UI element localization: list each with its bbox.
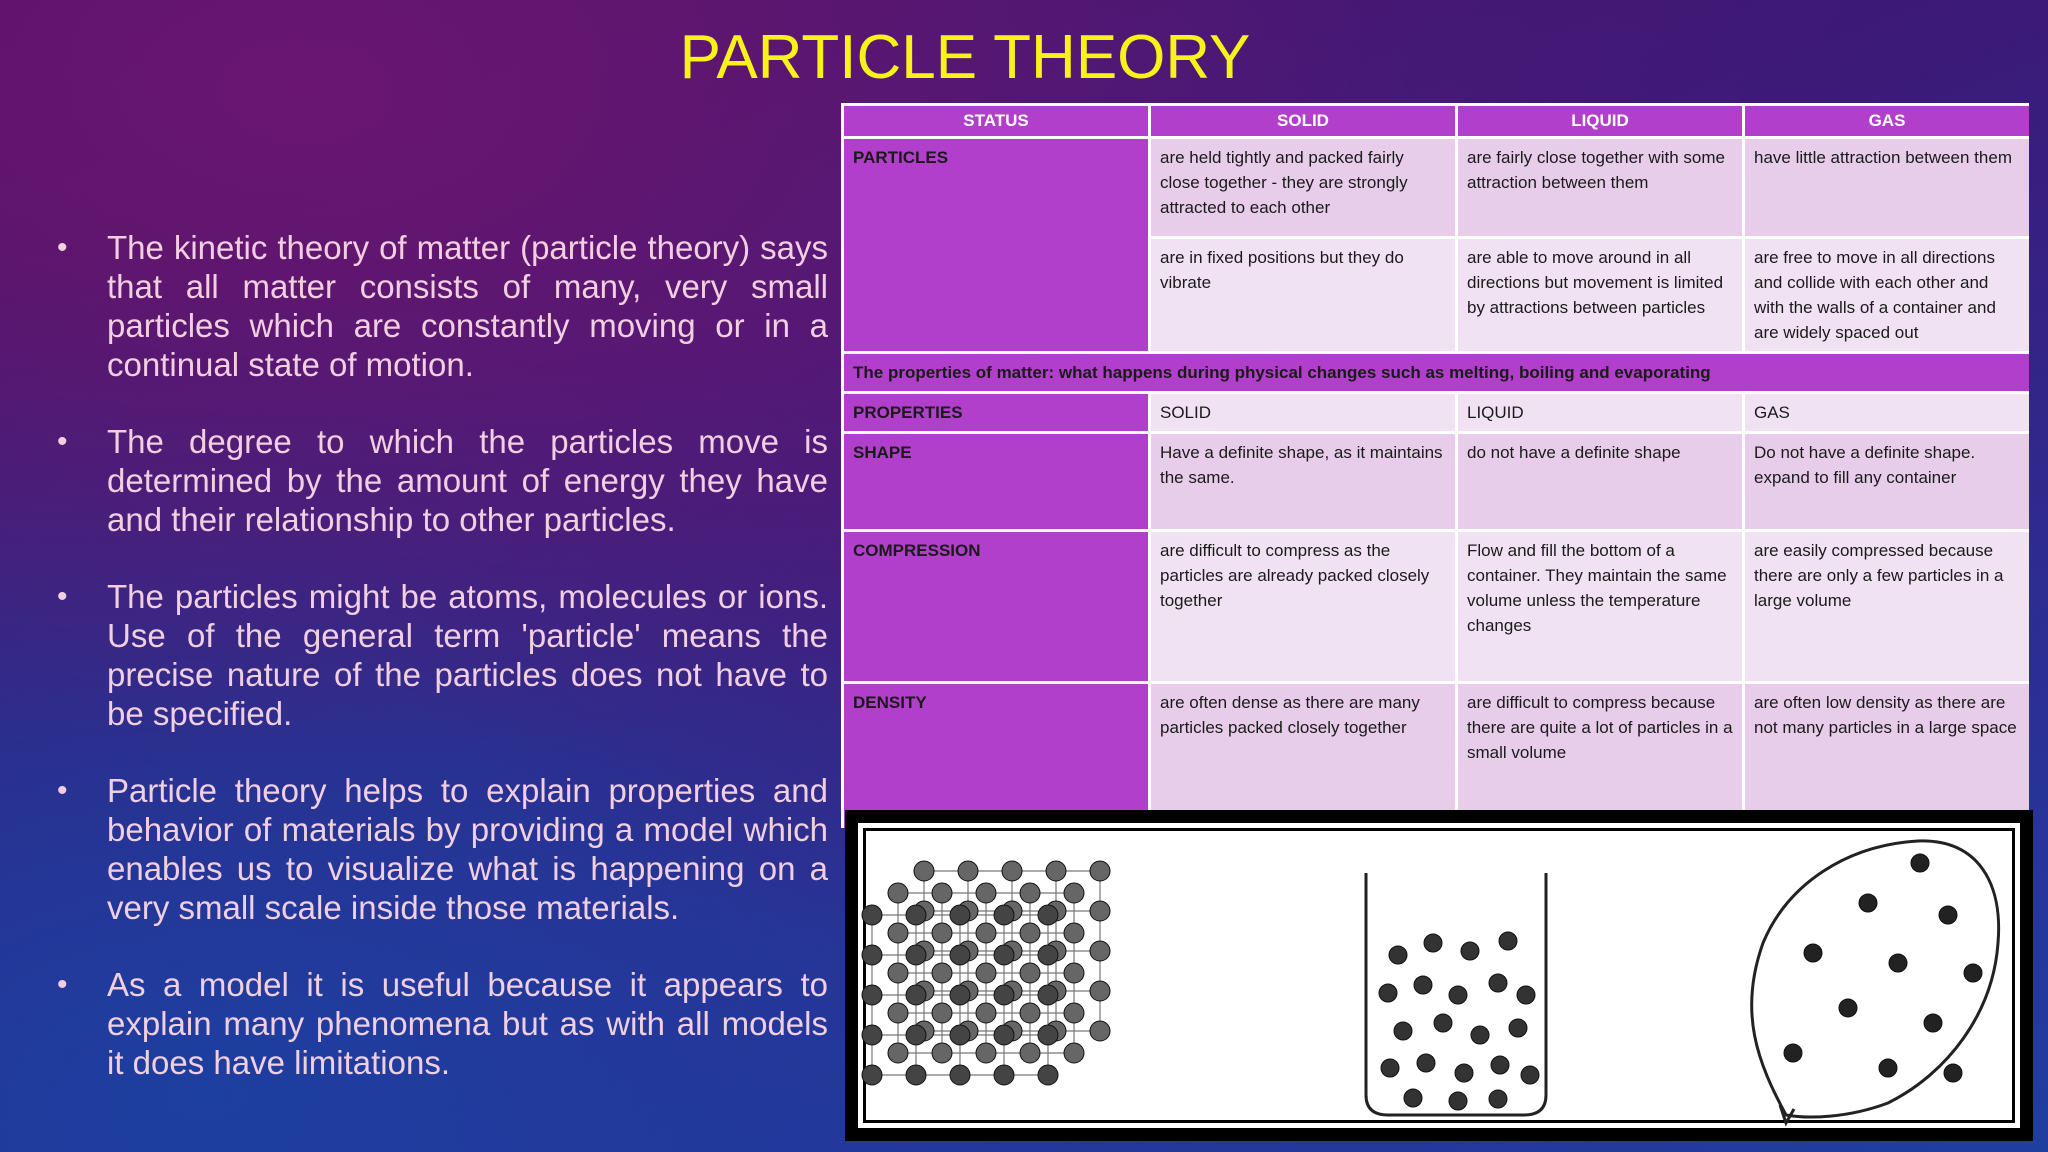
particle-dot [1417, 1054, 1435, 1072]
particle-dot [1924, 1014, 1942, 1032]
particle-dot [994, 1025, 1014, 1045]
particle-dot [950, 945, 970, 965]
particle-dot [914, 861, 934, 881]
particle-dot [1889, 954, 1907, 972]
particle-dot [888, 1043, 908, 1063]
particle-dot [1859, 894, 1877, 912]
particle-dot [1064, 923, 1084, 943]
particle-dot [1517, 986, 1535, 1004]
bullet-text: As a model it is useful because it appears to explain many phenomena but as with all models it does have limitations. [107, 966, 828, 1081]
particle-dot [1455, 1064, 1473, 1082]
particle-dot [1020, 883, 1040, 903]
particle-dot [1471, 1026, 1489, 1044]
table-cell: are held tightly and packed fairly close together - they are strongly attracted to each other [1150, 138, 1457, 238]
particle-dot [862, 1065, 882, 1085]
bullet-item [55, 577, 828, 733]
particle-diagram [858, 823, 2020, 1128]
table-cell: are in fixed positions but they do vibrate [1150, 238, 1457, 353]
particle-dot [906, 905, 926, 925]
particle-dot [994, 985, 1014, 1005]
particle-dot [1090, 861, 1110, 881]
particle-dot [932, 963, 952, 983]
particle-dot [1839, 999, 1857, 1017]
particle-dot [976, 1003, 996, 1023]
particle-dot [1064, 963, 1084, 983]
particle-dot [906, 985, 926, 1005]
particle-dot [1424, 934, 1442, 952]
table-cell: Have a definite shape, as it maintains the same. [1150, 433, 1457, 531]
table-cell: do not have a definite shape [1457, 433, 1744, 531]
header-gas: GAS [1744, 105, 2030, 138]
bullet-item [55, 228, 828, 384]
row-label-properties: PROPERTIES [843, 393, 1150, 433]
liquid-particles [1379, 932, 1539, 1110]
table-cell: have little attraction between them [1744, 138, 2030, 238]
particle-dot [1939, 906, 1957, 924]
particle-illustration-frame [845, 810, 2033, 1141]
particle-dot [862, 1025, 882, 1045]
particle-dot [1489, 974, 1507, 992]
bullet-text: The particles might be atoms, molecules or ions. Use of the general term 'particle' means the precise nature of the particles does not have to be specified. [107, 578, 828, 732]
particle-dot [1379, 984, 1397, 1002]
table-row [843, 138, 2030, 238]
particle-dot [1090, 981, 1110, 1001]
bullet-text: The degree to which the particles move is determined by the amount of energy they have and their relationship to other particles. [107, 423, 828, 538]
table-cell: are difficult to compress because there are quite a lot of particles in a small volume [1457, 683, 1744, 829]
particle-dot [1911, 854, 1929, 872]
table-cell: are able to move around in all directions but movement is limited by attractions between particles [1457, 238, 1744, 353]
particle-dot [1434, 1014, 1452, 1032]
particle-dot [1064, 1003, 1084, 1023]
particle-dot [1389, 946, 1407, 964]
bullet-item [55, 771, 828, 927]
header-status: STATUS [843, 105, 1150, 138]
particle-dot [1020, 1003, 1040, 1023]
particle-illustration [855, 820, 2023, 1131]
particle-dot [932, 923, 952, 943]
particle-dot [1414, 976, 1432, 994]
particle-dot [1020, 1043, 1040, 1063]
header-solid: SOLID [1150, 105, 1457, 138]
particle-dot [994, 1065, 1014, 1085]
particle-dot [932, 1003, 952, 1023]
particle-dot [1064, 1043, 1084, 1063]
particle-dot [1509, 1019, 1527, 1037]
particle-dot [932, 883, 952, 903]
row-label-compression: COMPRESSION [843, 531, 1150, 683]
row-label-density: DENSITY [843, 683, 1150, 829]
particle-dot [1449, 986, 1467, 1004]
states-of-matter-table [841, 103, 2029, 828]
table-cell: Flow and fill the bottom of a container. They maintain the same volume unless the temperature changes [1457, 531, 1744, 683]
particle-dot [1964, 964, 1982, 982]
particle-dot [950, 1065, 970, 1085]
particle-dot [862, 905, 882, 925]
bullet-item [55, 422, 828, 539]
bullet-dot-icon: • [57, 231, 68, 264]
header-liquid: LIQUID [1457, 105, 1744, 138]
table-cell: are often low density as there are not many particles in a large space [1744, 683, 2030, 829]
row-label-particles: PARTICLES [843, 138, 1150, 353]
particle-dot [862, 985, 882, 1005]
particle-dot [1020, 963, 1040, 983]
particle-dot [1404, 1089, 1422, 1107]
particle-dot [1944, 1064, 1962, 1082]
table-cell: are often dense as there are many particles packed closely together [1150, 683, 1457, 829]
particle-dot [1489, 1090, 1507, 1108]
table-cell: are difficult to compress as the particles are already packed closely together [1150, 531, 1457, 683]
particle-dot [950, 905, 970, 925]
particle-dot [906, 1065, 926, 1085]
particle-dot [1038, 905, 1058, 925]
table-cell: LIQUID [1457, 393, 1744, 433]
particle-dot [958, 861, 978, 881]
bullet-list [55, 228, 828, 1120]
particle-dot [1090, 901, 1110, 921]
particle-dot [1461, 942, 1479, 960]
table-cell: SOLID [1150, 393, 1457, 433]
particle-dot [1038, 1025, 1058, 1045]
particle-dot [862, 945, 882, 965]
table-row [843, 531, 2030, 683]
particle-dot [950, 985, 970, 1005]
particle-dot [976, 963, 996, 983]
particle-dot [1449, 1092, 1467, 1110]
particle-dot [1090, 1021, 1110, 1041]
particle-dot [1020, 923, 1040, 943]
bullet-dot-icon: • [57, 774, 68, 807]
particle-dot [1038, 1065, 1058, 1085]
particle-dot [906, 1025, 926, 1045]
particle-dot [1499, 932, 1517, 950]
particle-dot [1002, 861, 1022, 881]
table-cell: Do not have a definite shape. expand to fill any container [1744, 433, 2030, 531]
table-row [843, 683, 2030, 829]
particle-dot [950, 1025, 970, 1045]
particle-dot [1064, 883, 1084, 903]
bullet-dot-icon: • [57, 580, 68, 613]
table-band-row [843, 353, 2030, 393]
particle-dot [976, 923, 996, 943]
row-label-shape: SHAPE [843, 433, 1150, 531]
particle-dot [1491, 1056, 1509, 1074]
bullet-text: Particle theory helps to explain properties and behavior of materials by providing a model which enables us to visualize what is happening on a very small scale inside those materials. [107, 772, 828, 926]
table-cell: GAS [1744, 393, 2030, 433]
properties-band: The properties of matter: what happens during physical changes such as melting, boiling and evaporating [843, 353, 2030, 393]
particle-dot [1381, 1059, 1399, 1077]
slide-title: PARTICLE THEORY [679, 23, 1251, 92]
table-row [843, 393, 2030, 433]
particle-dot [888, 963, 908, 983]
table-header-row [843, 105, 2030, 138]
particle-dot [932, 1043, 952, 1063]
particle-dot [1038, 985, 1058, 1005]
table-cell: are free to move in all directions and collide with each other and with the walls of a container and are widely spaced out [1744, 238, 2030, 353]
particle-dot [1090, 941, 1110, 961]
table-row [843, 433, 2030, 531]
table-cell: are easily compressed because there are only a few particles in a large volume [1744, 531, 2030, 683]
bullet-text: The kinetic theory of matter (particle theory) says that all matter consists of many, very small particles which are constantly moving or in a continual state of motion. [107, 229, 828, 383]
particle-dot [1784, 1044, 1802, 1062]
bullet-dot-icon: • [57, 968, 68, 1001]
particle-dot [1521, 1066, 1539, 1084]
particle-dot [1394, 1022, 1412, 1040]
particle-dot [1879, 1059, 1897, 1077]
particle-dot [1804, 944, 1822, 962]
particle-dot [976, 883, 996, 903]
table-cell: are fairly close together with some attraction between them [1457, 138, 1744, 238]
particle-dot [906, 945, 926, 965]
gas-particles [1784, 854, 1982, 1082]
particle-dot [888, 883, 908, 903]
particle-dot [976, 1043, 996, 1063]
bullet-dot-icon: • [57, 425, 68, 458]
particle-dot [1038, 945, 1058, 965]
solid-particles [862, 861, 1110, 1085]
particle-dot [888, 1003, 908, 1023]
bullet-item [55, 965, 828, 1082]
particle-dot [994, 905, 1014, 925]
particle-dot [994, 945, 1014, 965]
particle-dot [888, 923, 908, 943]
particle-dot [1046, 861, 1066, 881]
